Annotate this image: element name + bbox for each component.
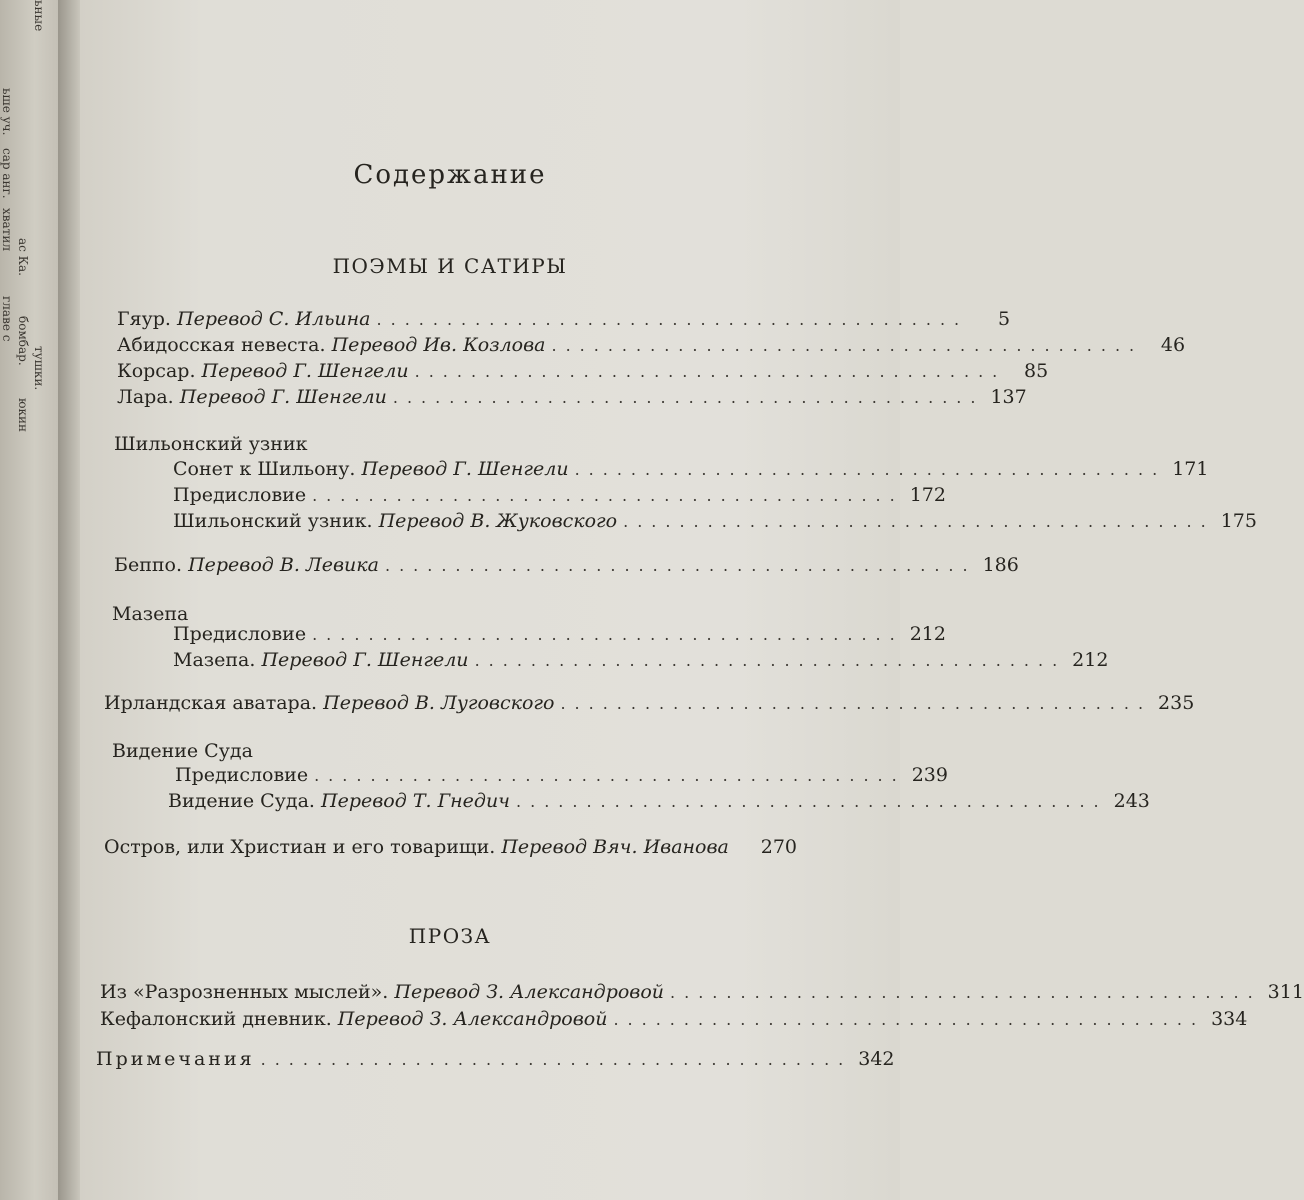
entry-page-number: 186	[982, 554, 1019, 576]
page-title: Содержание	[353, 160, 547, 190]
toc-entry[interactable]	[104, 692, 1195, 722]
entry-title: Гяур.	[117, 308, 171, 330]
entry-title: Видение Суда.	[168, 790, 315, 812]
left-page-fragment: бомбар.	[16, 316, 30, 366]
dot-leader: ..........................................	[516, 792, 1108, 811]
toc-entry[interactable]	[104, 836, 797, 866]
entry-translator: Перевод Г. Шенгели	[361, 458, 569, 480]
toc-group-heading: Мазепа	[112, 603, 189, 625]
dot-leader: ..........................................	[414, 362, 1007, 381]
entry-page-number: 311	[1267, 981, 1304, 1003]
left-page-fragment: ьше уч.	[0, 88, 14, 136]
entry-page-number: 342	[858, 1048, 895, 1070]
toc-entry[interactable]	[100, 1008, 1248, 1038]
entry-translator: Перевод В. Левика	[188, 554, 379, 576]
entry-page-number: 46	[1160, 334, 1186, 356]
entry-title: Лара.	[117, 386, 174, 408]
entry-translator: Перевод Ив. Козлова	[331, 334, 546, 356]
entry-title: Предисловие	[175, 764, 309, 786]
entry-title: Из «Разрозненных мыслей».	[100, 981, 389, 1003]
toc-entry[interactable]	[173, 649, 1109, 679]
entry-translator: Перевод Г. Шенгели	[179, 386, 387, 408]
toc-group-heading: Шильонский узник	[114, 433, 308, 455]
toc-group-heading: Видение Суда	[112, 740, 253, 762]
entry-page-number: 137	[990, 386, 1027, 408]
entry-title: Корсар.	[117, 360, 196, 382]
section-heading-poems: ПОЭМЫ И САТИРЫ	[332, 254, 568, 278]
entry-title: Абидосская невеста.	[117, 334, 326, 356]
left-page-fragment: юкин	[16, 398, 30, 432]
entry-title: Примечания	[96, 1048, 255, 1070]
entry-translator: Перевод В. Луговского	[323, 692, 555, 714]
entry-translator: Перевод Т. Гнедич	[321, 790, 511, 812]
entry-title: Предисловие	[173, 623, 307, 645]
entry-page-number: 239	[911, 764, 948, 786]
dot-leader: ..........................................	[384, 556, 977, 575]
entry-page-number: 172	[909, 484, 946, 506]
entry-translator: Перевод Вяч. Иванова	[501, 836, 729, 858]
entry-title: Предисловие	[173, 484, 307, 506]
entry-title: Остров, или Христиан и его товарищи.	[104, 836, 496, 858]
entry-title: Мазепа.	[173, 649, 256, 671]
entry-page-number: 175	[1220, 510, 1257, 532]
left-page-fragment: ас Ка.	[16, 238, 30, 276]
entry-translator: Перевод В. Жуковского	[378, 510, 618, 532]
entry-title: Кефалонский дневник.	[100, 1008, 332, 1030]
left-page-fragment: главе с	[0, 296, 14, 342]
entry-translator: Перевод Г. Шенгели	[201, 360, 409, 382]
entry-translator: Перевод Г. Шенгели	[261, 649, 469, 671]
dot-leader: ..........................................	[260, 1050, 853, 1069]
toc-entry[interactable]	[117, 386, 1027, 416]
dot-leader: ..........................................	[312, 486, 904, 505]
toc-entry[interactable]	[173, 510, 1257, 540]
dot-leader: ..........................................	[392, 388, 985, 407]
toc-entry[interactable]	[96, 1048, 895, 1078]
dot-leader: ..........................................	[574, 460, 1167, 479]
entry-page-number: 5	[998, 308, 1011, 330]
dot-leader: ..........................................	[670, 983, 1262, 1002]
entry-page-number: 85	[1024, 360, 1049, 382]
section-heading-prose: ПРОЗА	[408, 924, 492, 948]
toc-entry[interactable]	[168, 790, 1150, 820]
left-page-fragment: хватил	[0, 208, 14, 251]
dot-leader: ..........................................	[312, 625, 904, 644]
entry-translator: Перевод З. Александровой	[337, 1008, 608, 1030]
entry-page-number: 334	[1211, 1008, 1248, 1030]
entry-title: Ирландская аватара.	[104, 692, 318, 714]
entry-translator: Перевод З. Александровой	[394, 981, 665, 1003]
entry-page-number: 235	[1158, 692, 1195, 714]
entry-translator: Перевод С. Ильина	[177, 308, 371, 330]
left-page-fragment: сар анг.	[0, 148, 14, 199]
left-page-fragment: тушки.	[32, 346, 46, 391]
toc-entry[interactable]	[114, 554, 1019, 584]
dot-leader: ..........................................	[613, 1010, 1206, 1029]
left-page-fragment: ьные	[32, 0, 46, 32]
toc-entry[interactable]	[100, 981, 1304, 1011]
dot-leader: ..........................................	[376, 310, 969, 329]
dot-leader: ..........................................	[474, 651, 1067, 670]
dot-leader: ..........................................	[551, 336, 1144, 355]
dot-leader: ..........................................	[560, 694, 1153, 713]
entry-title: Сонет к Шильону.	[173, 458, 356, 480]
dot-leader: ..........................................	[314, 766, 906, 785]
entry-page-number: 171	[1172, 458, 1209, 480]
entry-page-number: 270	[760, 836, 797, 858]
entry-page-number: 212	[1072, 649, 1109, 671]
entry-page-number: 212	[909, 623, 946, 645]
entry-title: Беппо.	[114, 554, 183, 576]
dot-leader: ..........................................	[623, 512, 1215, 531]
entry-title: Шильонский узник.	[173, 510, 373, 532]
entry-page-number: 243	[1113, 790, 1150, 812]
